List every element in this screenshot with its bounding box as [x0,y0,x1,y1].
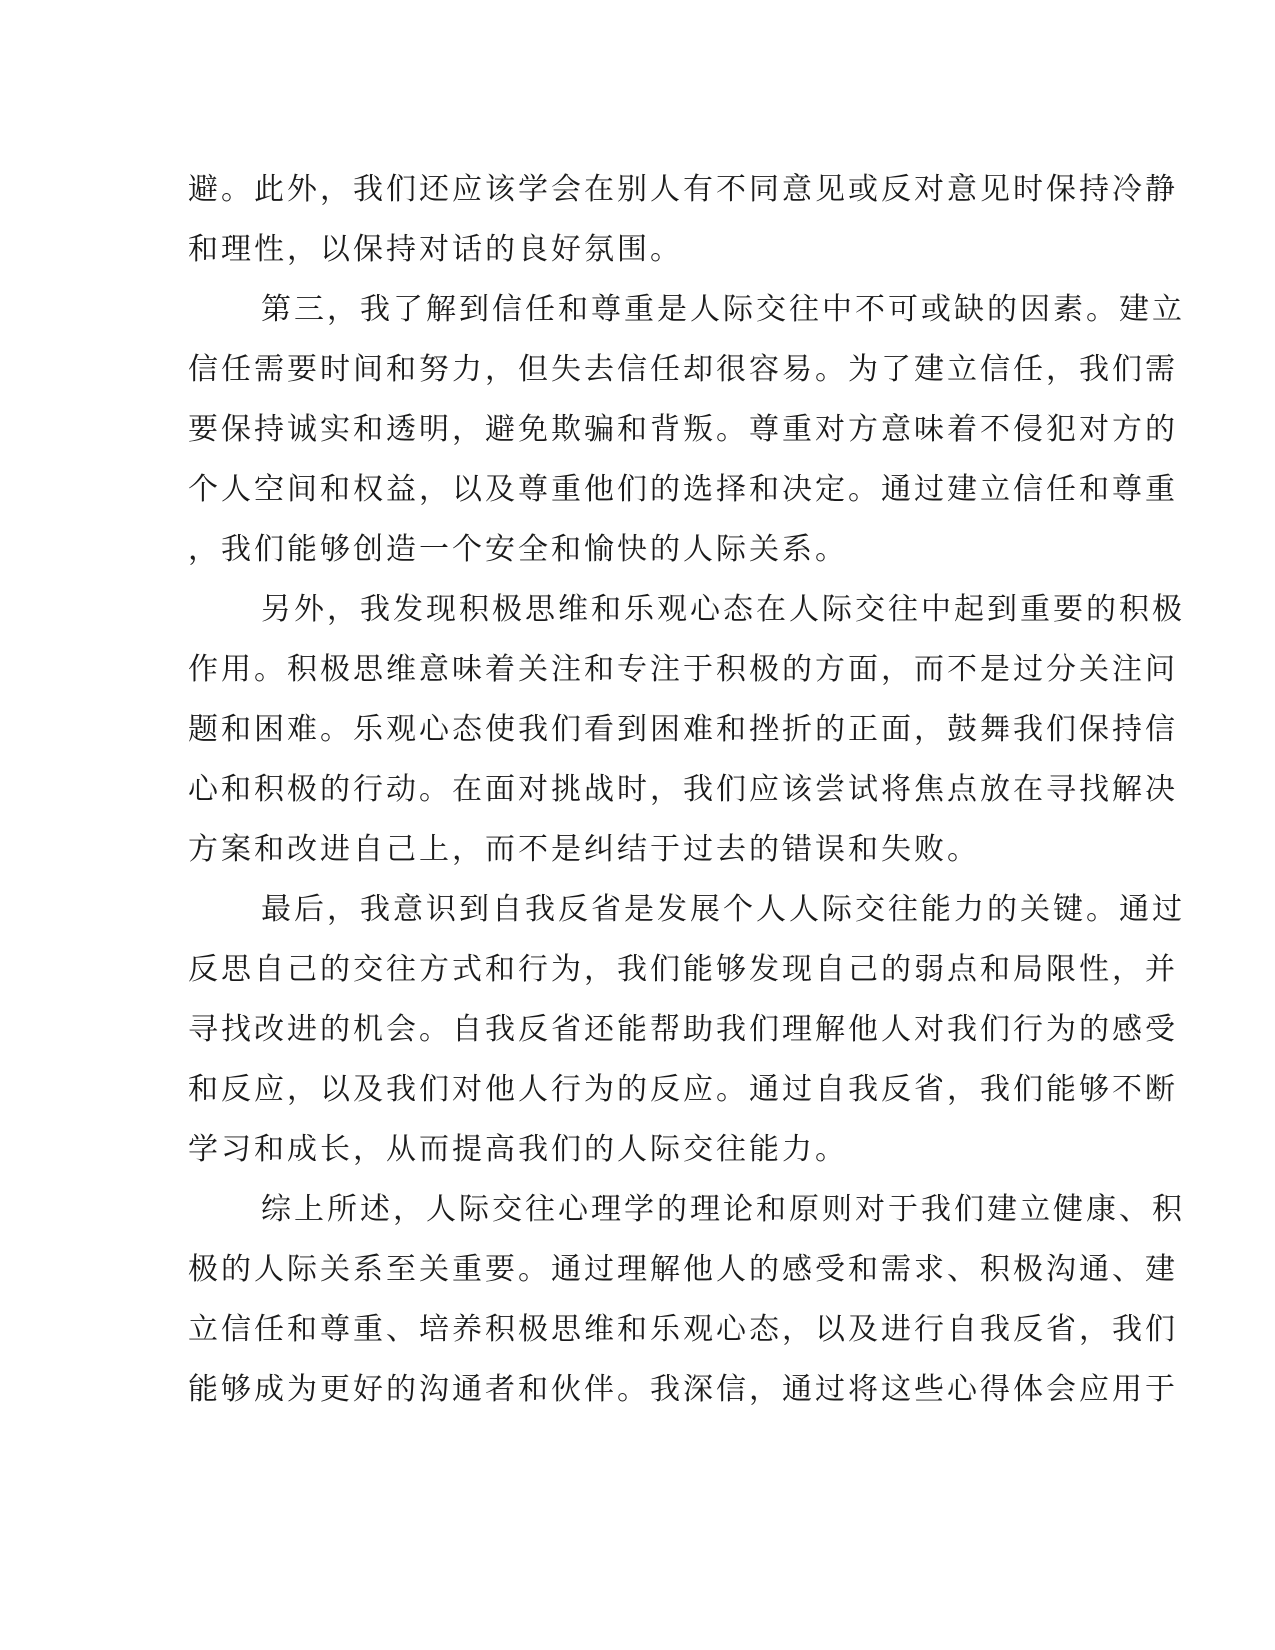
document-body [188,160,1185,1420]
paragraph-2 [188,280,1185,580]
text-line: 第三，我了解到信任和尊重是人际交往中不可或缺的因素。建立 [261,292,1185,327]
paragraph-1 [188,160,1178,280]
text-line: 反思自己的交往方式和行为，我们能够发现自己的弱点和局限性，并 [188,952,1178,987]
paragraph-4 [188,880,1185,1180]
text-line: 作用。积极思维意味着关注和专注于积极的方面，而不是过分关注问 [188,652,1178,687]
text-line: 题和困难。乐观心态使我们看到困难和挫折的正面，鼓舞我们保持信 [188,712,1178,747]
text-line: 立信任和尊重、培养积极思维和乐观心态，以及进行自我反省，我们 [188,1312,1178,1347]
text-line: 避。此外，我们还应该学会在别人有不同意见或反对意见时保持冷静 [188,172,1178,207]
text-line: 寻找改进的机会。自我反省还能帮助我们理解他人对我们行为的感受 [188,1012,1178,1047]
text-line: 学习和成长，从而提高我们的人际交往能力。 [188,1132,848,1167]
text-line: 能够成为更好的沟通者和伙伴。我深信，通过将这些心得体会应用于 [188,1372,1178,1407]
paragraph-3 [188,580,1185,880]
text-line: 最后，我意识到自我反省是发展个人人际交往能力的关键。通过 [261,892,1185,927]
text-line: 另外，我发现积极思维和乐观心态在人际交往中起到重要的积极 [261,592,1185,627]
text-line: 要保持诚实和透明，避免欺骗和背叛。尊重对方意味着不侵犯对方的 [188,412,1178,447]
text-line: 心和积极的行动。在面对挑战时，我们应该尝试将焦点放在寻找解决 [188,772,1178,807]
text-line: 和理性，以保持对话的良好氛围。 [188,232,683,267]
text-line: 综上所述，人际交往心理学的理论和原则对于我们建立健康、积 [261,1192,1185,1227]
paragraph-5 [188,1180,1185,1420]
text-line: 方案和改进自己上，而不是纠结于过去的错误和失败。 [188,832,980,867]
text-line: ，我们能够创造一个安全和愉快的人际关系。 [188,532,848,567]
text-line: 个人空间和权益，以及尊重他们的选择和决定。通过建立信任和尊重 [188,472,1178,507]
text-line: 和反应，以及我们对他人行为的反应。通过自我反省，我们能够不断 [188,1072,1178,1107]
text-line: 极的人际关系至关重要。通过理解他人的感受和需求、积极沟通、建 [188,1252,1178,1287]
text-line: 信任需要时间和努力，但失去信任却很容易。为了建立信任，我们需 [188,352,1178,387]
